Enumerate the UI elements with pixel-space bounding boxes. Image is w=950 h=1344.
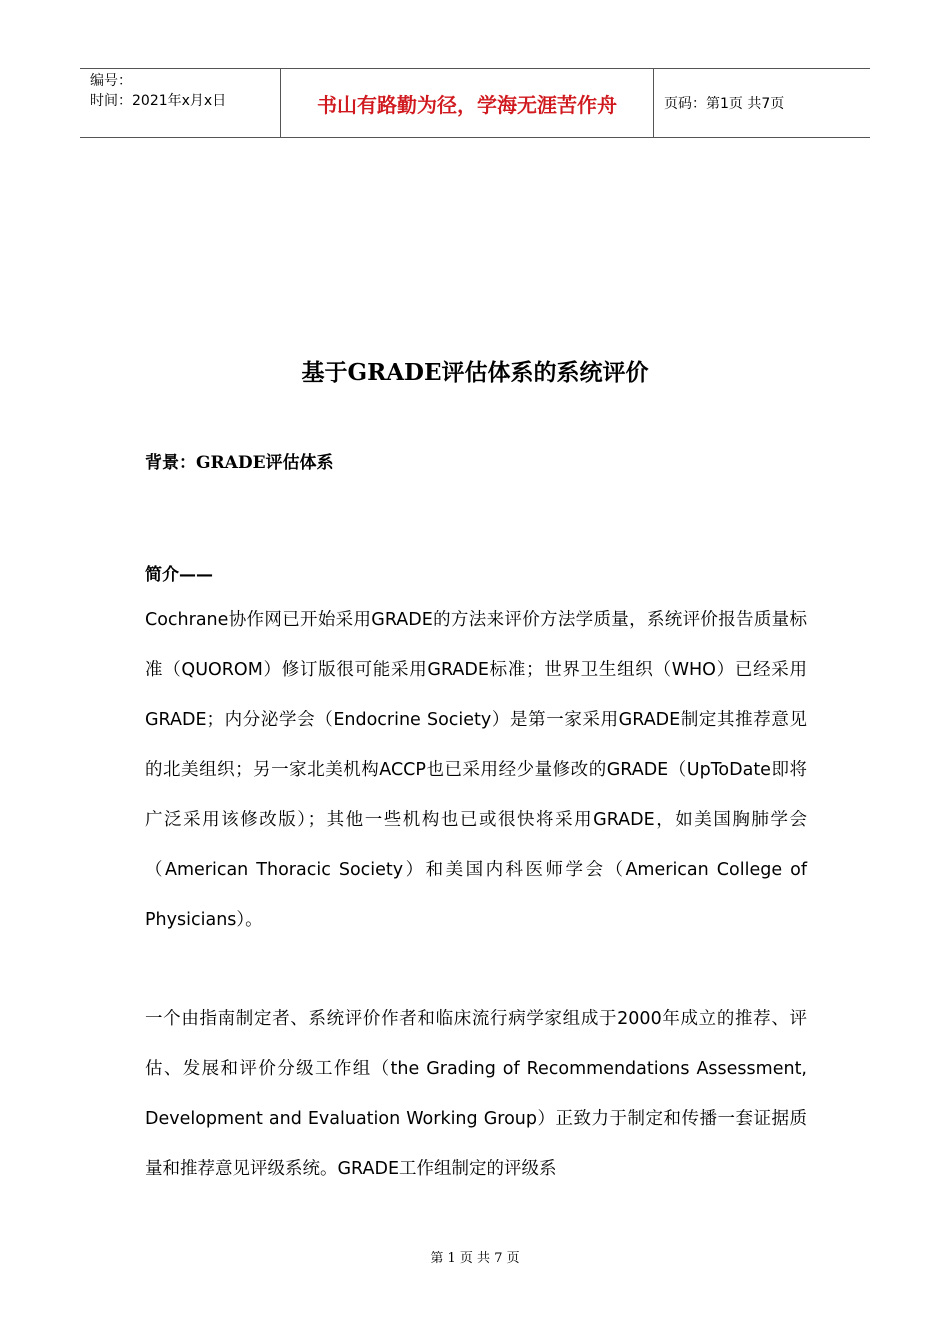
header-date-label: 时间：2021年x月x日 [90,93,227,109]
body-paragraph: Cochrane协作网已开始采用GRADE的方法来评价方法学质量，系统评价报告质量标准（QUOROM）修订版很可能采用GRADE标准；世界卫生组织（WHO）已经采用GRADE；内分泌学会（Endocrine Society）是第一家采用GRADE制定其推荐意见的北美组织；另一家北美机构ACCP也已采用经少量修改的GRADE（UpToDate即将广泛采用该修改版）；其他一些机构也已或很快将采用GRADE，如美国胸肺学会（American Thoracic Society）和美国内科医师学会（American College of Physicians）。 [145,610,807,930]
page-footer: 第 1 页 共 7 页 [430,1251,520,1266]
header-page-label: 页码：第1页 共7页 [664,96,785,112]
page-header [80,68,870,138]
header-number-label: 编号： [90,73,132,89]
header-meta-cell [80,69,281,137]
document-title: 基于GRADE评估体系的系统评价 [301,359,649,386]
intro-label: 简介—— [145,565,213,585]
background-heading: 背景：GRADE评估体系 [145,453,334,473]
header-motto: 书山有路勤为径，学海无涯苦作舟 [281,69,654,137]
body-paragraph: 一个由指南制定者、系统评价作者和临床流行病学家组成于2000年成立的推荐、评估、发展和评价分级工作组（the Grading of Recommendations Assessment, Development and Evaluation Working Group）正致力于制定和传播一套证据质量和推荐意见评级系统。GRADE工作组制定的评级系 [145,1009,807,1179]
